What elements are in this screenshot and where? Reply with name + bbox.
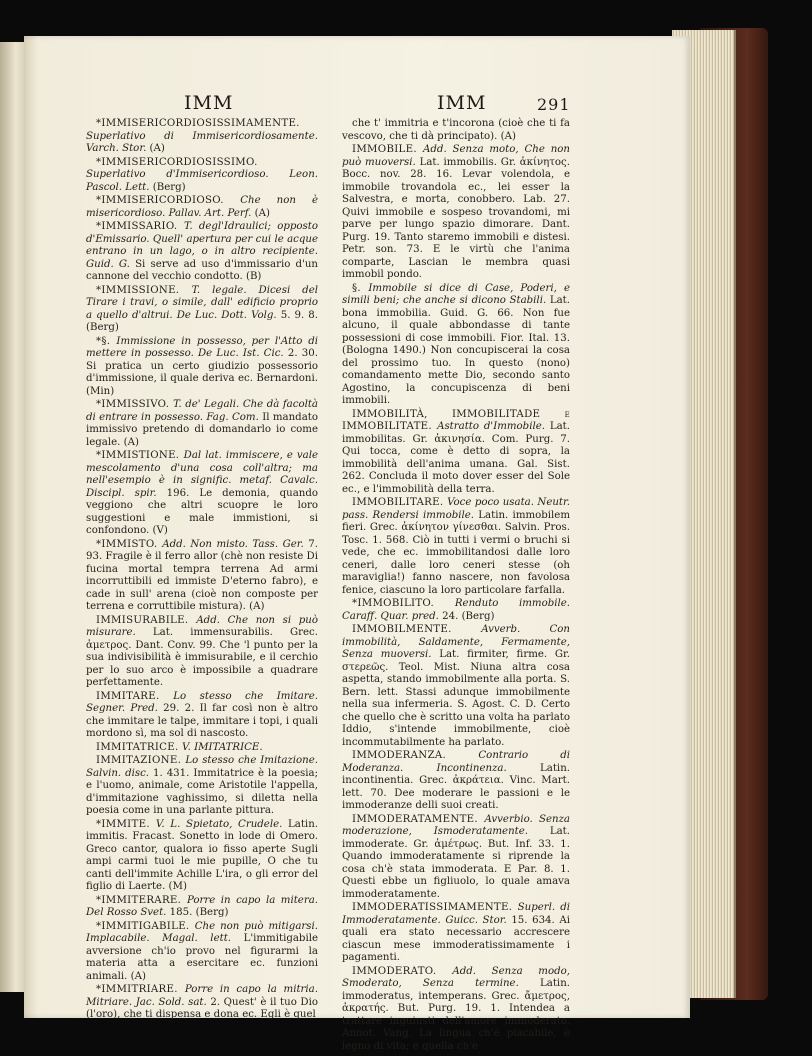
entry-entry-body: Latin. immitis. Fracast. Sonetto in lode di Omero. Greco cantor, qualora io fisso aperte Sugli ampi carmi tuoi le mie pupille, O che tu canti dell'immite Achille L'ira, o gli error del figlio di Laerte. (M) bbox=[86, 818, 318, 892]
entry-entry-body: Latin. immoderatus, intemperans. Grec. ἄμετρος, ἀκρατής. But. Purg. 19. 1. Intendea a trattare inguiusti dell'amore immoderato. Annot. Vang. La lingua ch'è placabile, è legno di vita; e quella ch'è bbox=[342, 978, 570, 1052]
entry-definition: Superl. di Immoderatamente. Guicc. Stor. bbox=[342, 902, 570, 926]
dictionary-entry bbox=[342, 497, 570, 597]
dictionary-entry bbox=[86, 450, 318, 538]
dictionary-entry bbox=[342, 283, 570, 408]
entry-entry-body: che t' immitria e t'incorona (cioè che ti fa vescovo, che ti dà principato). (A) bbox=[342, 118, 570, 142]
entry-headword: *IMMITERARE. bbox=[96, 894, 187, 906]
dictionary-entry bbox=[86, 285, 318, 335]
entry-headword: *IMMISSARIO. bbox=[96, 221, 185, 232]
entry-definition: Renduto immobile. Caraff. Quar. pred. bbox=[342, 598, 571, 622]
entry-definition: Contrario di Moderanza. Incontinenza. bbox=[342, 750, 570, 774]
entry-entry-body: 2. Quest' è il tuo Dio (l'oro), che ti dispensa e dona ec. Egli è quel bbox=[86, 996, 318, 1020]
page-number: 291 bbox=[537, 95, 571, 114]
entry-definition: Avverbio. Senza moderazione, Ismoderatamente. bbox=[342, 813, 571, 837]
entry-headword: *IMMISSIVO. bbox=[96, 399, 174, 410]
entry-headword: IMMOBILE. bbox=[352, 144, 424, 155]
dictionary-entry bbox=[342, 598, 570, 623]
entry-definition: Add. Che non si può misurare. bbox=[86, 614, 318, 638]
dictionary-entry bbox=[86, 742, 318, 755]
entry-entry-body: 5. 9. 8. (Berg) bbox=[86, 309, 319, 333]
dictionary-entry bbox=[86, 895, 318, 920]
entry-entry-body: (A) bbox=[254, 207, 270, 219]
entry-entry-body: 24. (Berg) bbox=[442, 610, 495, 622]
entry-definition: Add. Non misto. Tass. Ger. bbox=[162, 538, 309, 550]
entry-definition: Avverb. Con immobilità, Saldamente, Fermamente, Senza muoversi. bbox=[342, 624, 570, 660]
entry-definition: Superlativo di Immisericordiosamente. Varch. Stor. bbox=[86, 130, 318, 154]
entry-definition: Porre in capo la mitria. Mitriare. Jac. Sold. sat. bbox=[86, 984, 318, 1008]
entry-definition: V. IMITATRICE. bbox=[182, 741, 263, 753]
entry-headword: *IMMISTIONE. bbox=[96, 450, 184, 461]
dictionary-entry bbox=[86, 615, 318, 690]
dictionary-entry bbox=[342, 902, 570, 965]
entry-headword: IMMODERANZA. bbox=[352, 750, 479, 761]
dictionary-entry bbox=[86, 118, 318, 156]
left-page-sliver bbox=[0, 42, 26, 992]
entry-headword: IMMODERATO. bbox=[352, 965, 453, 977]
entry-definition: Voce poco usata. Neutr. pass. Rendersi immobile. bbox=[342, 497, 571, 521]
entry-headword: §. bbox=[352, 282, 369, 294]
dictionary-entry bbox=[342, 966, 570, 1054]
entry-definition: Che non è misericordioso. Pallav. Art. Perf. bbox=[86, 195, 319, 219]
entry-entry-body: Lat. immobilis. Gr. ἀκίνητος. Bocc. nov. 28. 16. Levar volendola, e immobile trovandola ec., lei esser la Salvestra, e morta, conobbero. Lab. 27. Quivi immobile e sospeso trovandomi, mi parve per lungo spazio dimorare. Dant. Purg. 19. Tanto staremo immobili e distesi. Petr. son. 73. E le virtù che l'anima comparte, Lascian le membra quasi immobil pondo. bbox=[342, 156, 570, 280]
entry-entry-body: Lat. immobilitas. Gr. ἀκινησία. Com. Purg. 7. Qui tocca, come è detto di sopra, la immobilità dell'anima umana. Gal. Sist. 262. Concluda il moto dover esser del Sole ec., e l'immobilità della terra. bbox=[342, 421, 570, 495]
dictionary-entry bbox=[342, 624, 570, 749]
entry-entry-body: 185. (Berg) bbox=[169, 907, 229, 918]
dictionary-entry bbox=[342, 144, 570, 282]
left-column bbox=[86, 118, 319, 1020]
entry-headword: *IMMISTO. bbox=[96, 538, 163, 550]
entry-definition: Che non può mitigarsi. Implacabile. Magal. lett. bbox=[86, 920, 318, 944]
entry-entry-body: Lat. immoderate. Gr. ἀμέτρως. But. Inf. 33. 1. Quando immoderatamente si riprende la cosa ch'è stata immoderata. E Par. 8. 1. Questi ebbe un figliuolo, lo quale amava immoderatamente. bbox=[342, 826, 570, 900]
entry-definition: Add. Senza modo, Smoderato, Senza termine. bbox=[342, 965, 570, 989]
entry-headword: *IMMISERICORDIOSO. bbox=[96, 195, 241, 206]
entry-headword: IMMITARE. bbox=[96, 690, 174, 702]
entry-definition: Immobile si dice di Case, Poderi, e simili beni; che anche si dicono Stabili. bbox=[342, 282, 570, 306]
dictionary-entry bbox=[86, 539, 318, 614]
dictionary-entry bbox=[342, 118, 570, 143]
entry-entry-body: Lat. immensurabilis. Grec. ἀμετρος. Dant. Conv. 99. Che 'l punto per la sua indivisibilità è immisurabile, e il cerchio per lo suo arco è impossibile a quadrare perfettamente. bbox=[86, 627, 318, 688]
entry-entry-body: 29. 2. Il far così non è altro che immitare le talpe, immitare i topi, i quali mordono sì, ma sol di nascosto. bbox=[86, 703, 318, 739]
entry-definition: T. legale. Dicesi del Tirare i travi, o simile, dall' edificio proprio a quello d'altrui. De Luc. Dott. Volg. bbox=[86, 284, 318, 321]
dictionary-entry bbox=[86, 399, 318, 449]
dictionary-entry bbox=[86, 755, 318, 818]
entry-entry-body: Lat. bona immobilia. Guid. G. 66. Non fue alcuno, il quale abbondasse di tante possessioni di cose immobili. Fior. Ital. 13. (Bologna 1490.) Non concupiscerai la cosa del prossimo tuo. In questo (nono) comandamento mette Dio, secondo santo Agostino, la concupiscenza di beni immobili. bbox=[342, 295, 570, 406]
entry-definition: Porre in capo la mitera. Del Rosso Svet. bbox=[86, 894, 319, 918]
entry-definition: Astratto d'Immobile. bbox=[437, 421, 550, 432]
entry-entry-body: 7. 93. Fragile è il ferro allor (chè non resiste Di fucina mortal tempra terrena Ad armi incorruttibili ed immiste D'eterno fabro), e cade in sull' arena (cioè non composte per terrena e corruttibile mistura). (A) bbox=[86, 538, 318, 612]
entry-headword: IMMOBILMENTE. bbox=[352, 624, 482, 635]
entry-headword: IMMITATRICE. bbox=[96, 741, 183, 753]
entry-definition: T. de' Legali. Che dà facoltà di entrare in possesso. Fag. Com. bbox=[86, 399, 318, 423]
dictionary-entry bbox=[342, 409, 570, 497]
entry-headword: *IMMISERICORDIOSISSIMO. bbox=[96, 156, 258, 168]
dictionary-entry bbox=[86, 195, 318, 220]
dictionary-entry bbox=[86, 921, 318, 984]
entry-entry-body: 1. 431. Immitatrice è la poesia; e l'uomo, animale, come Aristotile l'appella, d'immitazione vaghissimo, si diletta nella poesia come in una parlante pittura. bbox=[86, 767, 319, 816]
entry-headword: *IMMISSIONE. bbox=[96, 284, 192, 296]
dictionary-entry bbox=[86, 984, 318, 1022]
running-header-left: IMM bbox=[184, 92, 234, 114]
entry-entry-body: Si serve ad uso d'immissario d'un cannone del vecchio condotto. (B) bbox=[86, 258, 318, 282]
entry-headword: IMMODERATAMENTE. bbox=[352, 813, 485, 825]
dictionary-entry bbox=[86, 336, 318, 399]
entry-entry-body: Il mandato immissivo pretendo di domandarlo io come legale. (A) bbox=[86, 411, 318, 448]
entry-definition: Lo stesso che Imitazione. Salvin. disc. bbox=[86, 755, 318, 779]
entry-headword: *IMMITE. bbox=[96, 818, 156, 830]
entry-headword: IMMITAZIONE. bbox=[96, 755, 186, 766]
entry-headword: IMMODERATISSIMAMENTE. bbox=[352, 902, 518, 913]
entry-entry-body: 2. 30. Si pratica un certo giudizio possessorio d'immissione, il quale deriva ec. Bernardoni. (Min) bbox=[86, 348, 318, 397]
entry-headword: *IMMITRIARE. bbox=[96, 984, 185, 995]
entry-definition: Dal lat. immiscere, e vale mescolamento d'una cosa coll'altra; ma nell'esempio è in signific. metaf. Cavalc. Discipl. spir. bbox=[86, 450, 318, 499]
entry-definition: Immissione in possesso, per l'Atto di mettere in possesso. De Luc. Ist. Cic. bbox=[86, 335, 318, 359]
entry-definition: T. degl'Idraulici; opposto d'Emissario. Quell' apertura per cui le acque entrano in un lago, o in altro recipiente. Guid. G. bbox=[86, 221, 319, 270]
entry-entry-body: (A) bbox=[149, 143, 165, 154]
dictionary-entry bbox=[86, 819, 318, 894]
entry-headword: *IMMOBILITO. bbox=[352, 598, 455, 609]
dictionary-entry bbox=[86, 157, 318, 195]
dictionary-entry bbox=[86, 691, 318, 741]
entry-headword: *IMMISERICORDIOSISSIMAMENTE. bbox=[96, 118, 300, 129]
entry-entry-body: Latin. immobilem fieri. Grec. ἀκίνητον γίνεσθαι. Salvin. Pros. Tosc. 1. 568. Ciò in tutti i vermi o bruchi si vede, che ec. immobilitandosi dalle loro ceneri, dalle loro ceneri stesse (oh maraviglia!) fanno nascere, non favolosa fenice, ciascuno la loro particolare farfalla. bbox=[342, 509, 570, 596]
running-header-right: IMM bbox=[437, 92, 487, 114]
entry-headword: *§. bbox=[96, 335, 117, 347]
entry-entry-body: L'immitigabile avversione ch'io provo nel figurarmi la materia atta a esercitare ec. funzioni animali. (A) bbox=[86, 933, 318, 982]
entry-headword: *IMMITIGABILE. bbox=[96, 920, 195, 932]
entry-entry-body: 15. 634. Ai quali era stato necessario accrescere ciascun mese immoderatissimamente i pagamenti. bbox=[342, 914, 570, 963]
entry-entry-body: (Berg) bbox=[152, 181, 186, 193]
dictionary-entry bbox=[342, 750, 570, 813]
entry-definition: Superlativo d'Immisericordioso. Leon. Pascol. Lett. bbox=[86, 169, 318, 193]
entry-definition: V. L. Spietato, Crudele. bbox=[155, 818, 288, 830]
entry-definition: Add. Senza moto, Che non può muoversi. bbox=[342, 144, 570, 168]
entry-entry-body: Latin. incontinentia. Grec. ἀκράτεια. Vinc. Mart. lett. 70. Dee moderare le passioni e le immoderanze delli suoi creati. bbox=[342, 762, 570, 811]
entry-entry-body: Lat. firmiter, firme. Gr. στερεῶς. Teol. Mist. Niuna altra cosa aspetta, stando immobilmente alla porta. S. Bern. lett. Stassi adunque immobilmente nella sua infermeria. S. Agost. C. D. Certo che quello che è scritto una volta ha parlato Iddio, s'intende immobilmente, cioè incommutabilmente ha parlato. bbox=[342, 649, 570, 748]
entry-headword: IMMOBILITARE. bbox=[352, 497, 448, 508]
entry-entry-body: 196. Le demonia, quando veggiono che altri scuopre le loro suggestioni e male immistioni, si confondono. (V) bbox=[86, 487, 319, 536]
dictionary-entry bbox=[86, 221, 318, 284]
dictionary-entry bbox=[342, 814, 570, 902]
right-column bbox=[342, 118, 571, 1052]
entry-headword: IMMOBILITÀ, IMMOBILITADE e IMMOBILITATE. bbox=[342, 408, 570, 432]
entry-definition: Lo stesso che Imitare. Segner. Pred. bbox=[86, 690, 318, 714]
entry-headword: IMMISURABILE. bbox=[96, 614, 197, 626]
